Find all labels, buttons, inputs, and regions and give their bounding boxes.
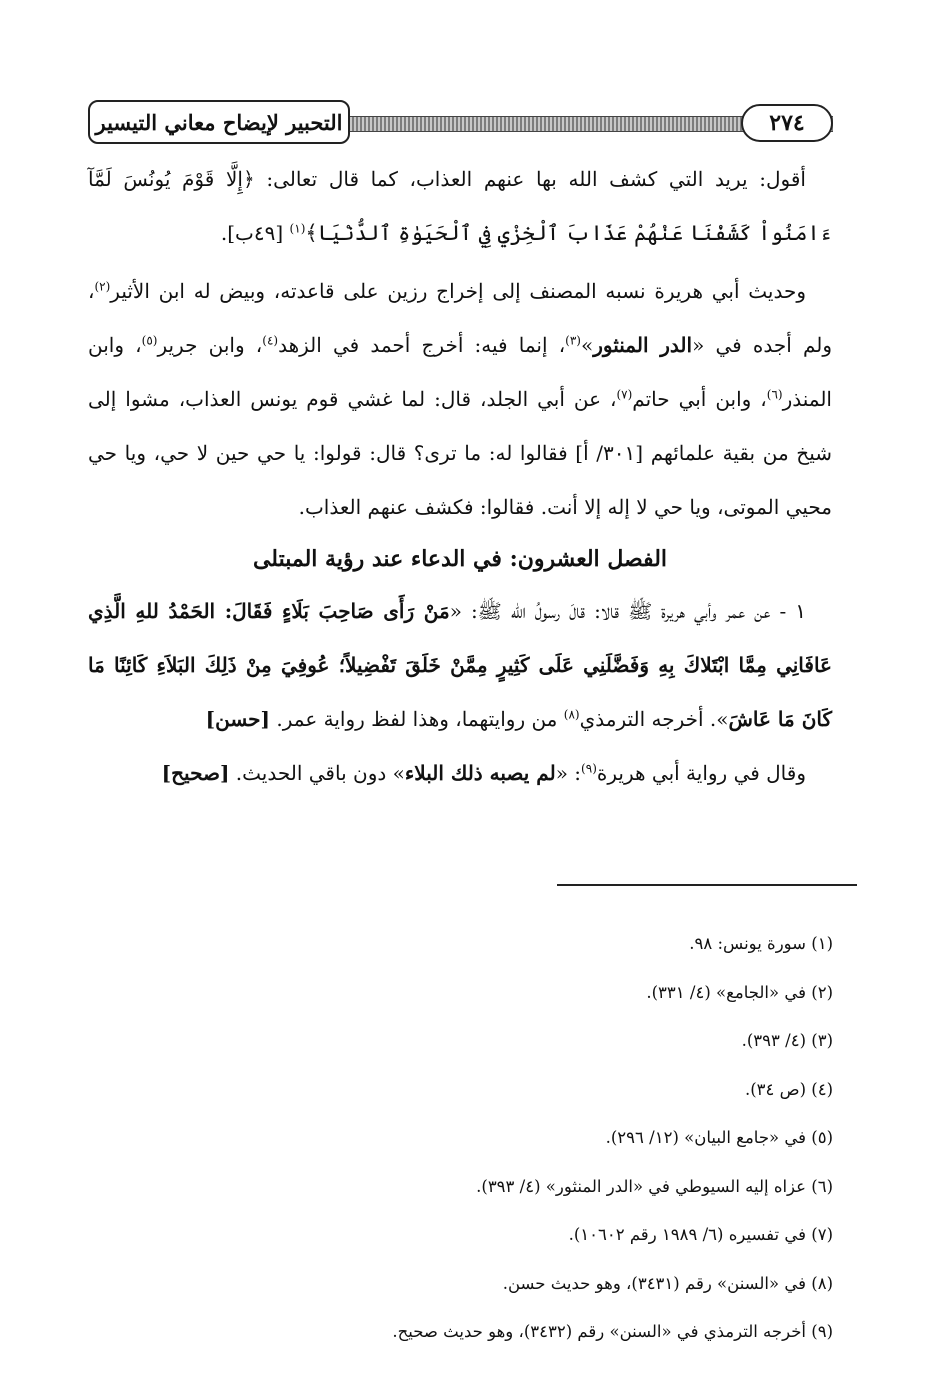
paragraph-abu-hurayra [88, 264, 832, 534]
book-name: الدر المنثور [593, 333, 693, 357]
text-run: ». أخرجه الترمذي [579, 707, 729, 731]
footnote-ref-7: (٧) [616, 387, 633, 402]
hadith-text: مَنْ رَأَى صَاحِبَ بَلَاءٍ فَقَالَ: الحَمْدُ للهِ الَّذِي عَافَانِي مِمَّا ابْتَلاكَ بِهِ وَفَضَّلَنِي عَلَى كَثِيرٍ مِمَّنْ خَلَقَ تَفْضِيلاً؛ عُوفِيَ مِنْ ذَلِكَ البَلاَءِ كَائِنًا مَا كَانَ مَا عَاشَ [88, 599, 832, 731]
text-run: ، وابن المنذر [88, 333, 832, 411]
main-text [88, 152, 832, 800]
footnote-2: (٢) في «الجامع» (٤/ ٣٣١). [646, 982, 833, 1002]
footnote-ref-5: (٥) [141, 333, 158, 348]
text-run: » دون باقي الحديث. [229, 761, 405, 785]
comment-line-1: أقول: يريد التي كشف الله بها عنهم العذاب، كما قال تعالى: ﴿إِلَّا قَوْمَ يُونُسَ لَمَّآ [88, 167, 806, 191]
footnote-ref-4: (٤) [262, 333, 279, 348]
footnote-9: (٩) أخرجه الترمذي في «السنن» رقم (٣٤٣٢)، وهو حديث صحيح. [392, 1322, 833, 1341]
text-run: وحديث أبي هريرة نسبه المصنف إلى إخراج رزين على قاعدته، وبيض له ابن الأثير [110, 279, 806, 303]
footnote-7: (٧) في تفسيره (٦/ ١٩٨٩ رقم ١٠٦٠٢). [568, 1225, 833, 1244]
hadith-1 [88, 584, 832, 746]
paragraph-comment [88, 152, 832, 260]
quran-verse: ءَامَنُواْ كَشَفْنَا عَنْهُمْ عَذَابَ ٱلْخِزْيِ فِي ٱلْحَيَوٰةِ ٱلدُّنْيَا﴾ [305, 221, 832, 245]
footnote-5: (٥) في «جامع البيان» (١٢/ ٢٩٦). [605, 1128, 833, 1147]
text-run: من روايتهما، وهذا لفظ رواية عمر. [270, 707, 564, 731]
footnote-8: (٨) في «السنن» رقم (٣٤٣١)، وهو حديث حسن. [502, 1273, 833, 1293]
running-header [88, 98, 833, 148]
text-run: : « [555, 761, 582, 785]
footnote-ref-6: (٦) [766, 387, 783, 402]
text-run: ، ولم أجده في « [88, 279, 833, 357]
footnote-ref-3: (٣) [565, 333, 581, 348]
grade-sahih: [صحيح] [161, 761, 230, 785]
text-run: ، وابن أبي حاتم [632, 387, 767, 411]
footnote-6: (٦) عزاه إليه السيوطي في «الدر المنثور» (٤/ ٣٩٣). [476, 1176, 833, 1196]
footnote-separator [557, 884, 857, 886]
text-run: وقال في رواية أبي هريرة [596, 761, 806, 785]
footnote-ref-8: (٨) [563, 707, 580, 722]
footnote-4: (٤) (ص ٣٤). [744, 1079, 833, 1099]
text-run: ، وابن جرير [157, 333, 263, 357]
footnotes [88, 920, 833, 1357]
footnote-ref-9: (٩) [581, 761, 597, 776]
variant-text: لم يصبه ذلك البلاء [404, 761, 556, 785]
text-run: ، إنما فيه: أخرج أحمد في الزهد [278, 333, 566, 357]
text-run: » [580, 333, 594, 357]
manuscript-ref: [٤٩ب]. [220, 221, 290, 245]
footnote-1: (١) سورة يونس: ٩٨. [689, 934, 833, 953]
text-run: ، عن أبي الجلد، قال: لما غشي قوم يونس العذاب، مشوا إلى شيخ من بقية علمائهم [٣٠١/ أ] فقالوا له: ما ترى؟ قال: قولوا: يا حي حين لا حي، ويا حي محيي الموتى، ويا حي لا إله إلا أنت. فقالوا: فكشف عنهم العذاب. [88, 387, 833, 519]
footnote-ref-2: (٢) [94, 279, 111, 294]
page-number: ٢٧٤ [741, 104, 833, 142]
book-title: التحبير لإيضاح معاني التيسير [88, 100, 350, 144]
footnote-ref-1: (١) [289, 221, 306, 236]
footnote-3: (٣) (٤/ ٣٩٣). [741, 1031, 833, 1050]
text-run: ١ - عن عمر وأبي هريرة ﷺ قالا: قالَ رسولُ الله ﷺ: « [449, 599, 807, 623]
section-heading: الفصل العشرون: في الدعاء عند رؤية المبتلى [252, 546, 668, 572]
grade-hasan: [حسن] [205, 707, 270, 731]
hadith-1-variant [88, 746, 832, 800]
